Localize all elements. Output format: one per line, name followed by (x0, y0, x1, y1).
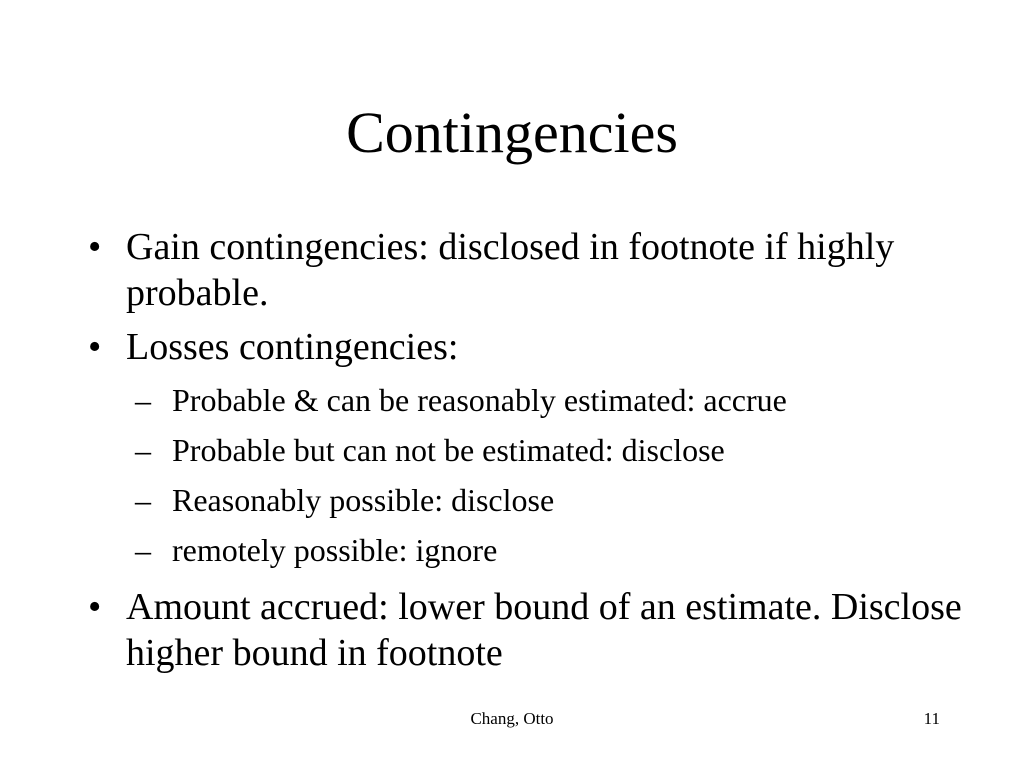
sub-bullet-text: remotely possible: ignore (172, 532, 498, 568)
sub-bullet-marker: – (135, 382, 151, 418)
sub-bullet-item (126, 430, 962, 470)
footer-author: Chang, Otto (470, 709, 554, 728)
sub-bullet-item (126, 530, 962, 570)
footer-page-number: 11 (923, 709, 940, 728)
sub-bullet-item (126, 380, 962, 420)
slide-title: Contingencies (346, 100, 678, 165)
sub-bullet-text: Probable & can be reasonably estimated: accrue (172, 382, 787, 418)
sub-bullet-text: Reasonably possible: disclose (172, 482, 555, 518)
sub-bullet-marker: – (135, 432, 151, 468)
bullet-text: Losses contingencies: (126, 326, 459, 368)
sub-bullet-marker: – (135, 482, 151, 518)
bullet-text: Amount accrued: lower bound of an estimate. Disclose higher bound in footnote (126, 586, 962, 674)
bullet-marker: • (88, 226, 102, 268)
bullet-text: Gain contingencies: disclosed in footnote if highly probable. (126, 226, 895, 314)
sub-bullet-list (126, 380, 962, 570)
sub-bullet-marker: – (135, 532, 151, 568)
bullet-item (82, 584, 962, 676)
bullet-item (82, 224, 962, 316)
bullet-item (82, 324, 962, 570)
sub-bullet-item (126, 480, 962, 520)
bullet-marker: • (88, 326, 102, 368)
bullet-list (82, 224, 962, 684)
sub-bullet-text: Probable but can not be estimated: disclose (172, 432, 725, 468)
bullet-marker: • (88, 586, 102, 628)
